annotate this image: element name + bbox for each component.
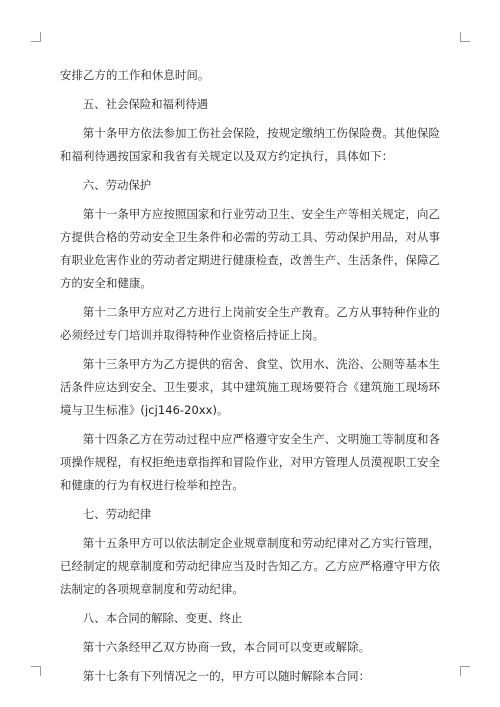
article-17: 第十七条有下列情况之一的，甲方可以随时解除本合同： [82,669,371,683]
article-14: 第十四条乙方在劳动过程中应严格遵守安全生产、文明施工等制度和各项操作规程，有权拒绝违章指挥和冒险作业，对甲方管理人员漠视职工安全和健康的行为有权进行检举和控告。 [60,432,440,492]
section-heading-termination: 八、本合同的解除、变更、终止 [82,611,243,625]
crop-mark-bottom-left [31,666,41,676]
article-16: 第十六条经甲乙双方协商一致，本合同可以变更或解除。 [82,640,371,654]
paragraph-continuation: 安排乙方的工作和休息时间。 [60,68,210,82]
section-heading-social-insurance: 五、社会保险和福利待遇 [82,97,209,111]
document-body [60,64,440,694]
article-12: 第十二条甲方应对乙方进行上岗前安全生产教育。乙方从事特种作业的必须经过专门培训并取得特种作业资格后持证上岗。 [60,305,440,342]
section-heading-labor-discipline: 七、劳动纪律 [82,507,152,521]
crop-mark-top-left [31,32,41,42]
article-13: 第十三条甲方为乙方提供的宿舍、食堂、饮用水、洗浴、公厕等基本生活条件应达到安全、卫生要求，其中建筑施工现场要符合《建筑施工现场环境与卫生标准》(jcj146-20xx)。 [60,357,440,417]
section-heading-labor-protection: 六、劳动保护 [82,178,152,192]
article-10: 第十条甲方依法参加工伤社会保险，按规定缴纳工伤保险费。其他保险和福利待遇按国家和我省有关规定以及双方约定执行，具体如下： [60,126,440,163]
article-15: 第十五条甲方可以依法制定企业规章制度和劳动纪律对乙方实行管理，已经制定的规章制度和劳动纪律应当及时告知乙方。乙方应严格遵守甲方依法制定的各项规章制度和劳动纪律。 [60,536,440,596]
crop-mark-top-right [460,32,470,42]
crop-mark-bottom-right [460,666,470,676]
article-11: 第十一条甲方应按照国家和行业劳动卫生、安全生产等相关规定，向乙方提供合格的劳动安全卫生条件和必需的劳动工具、劳动保护用品，对从事有职业危害作业的劳动者定期进行健康检查，改善生产、生活条件，保障乙方的安全和健康。 [60,207,440,290]
